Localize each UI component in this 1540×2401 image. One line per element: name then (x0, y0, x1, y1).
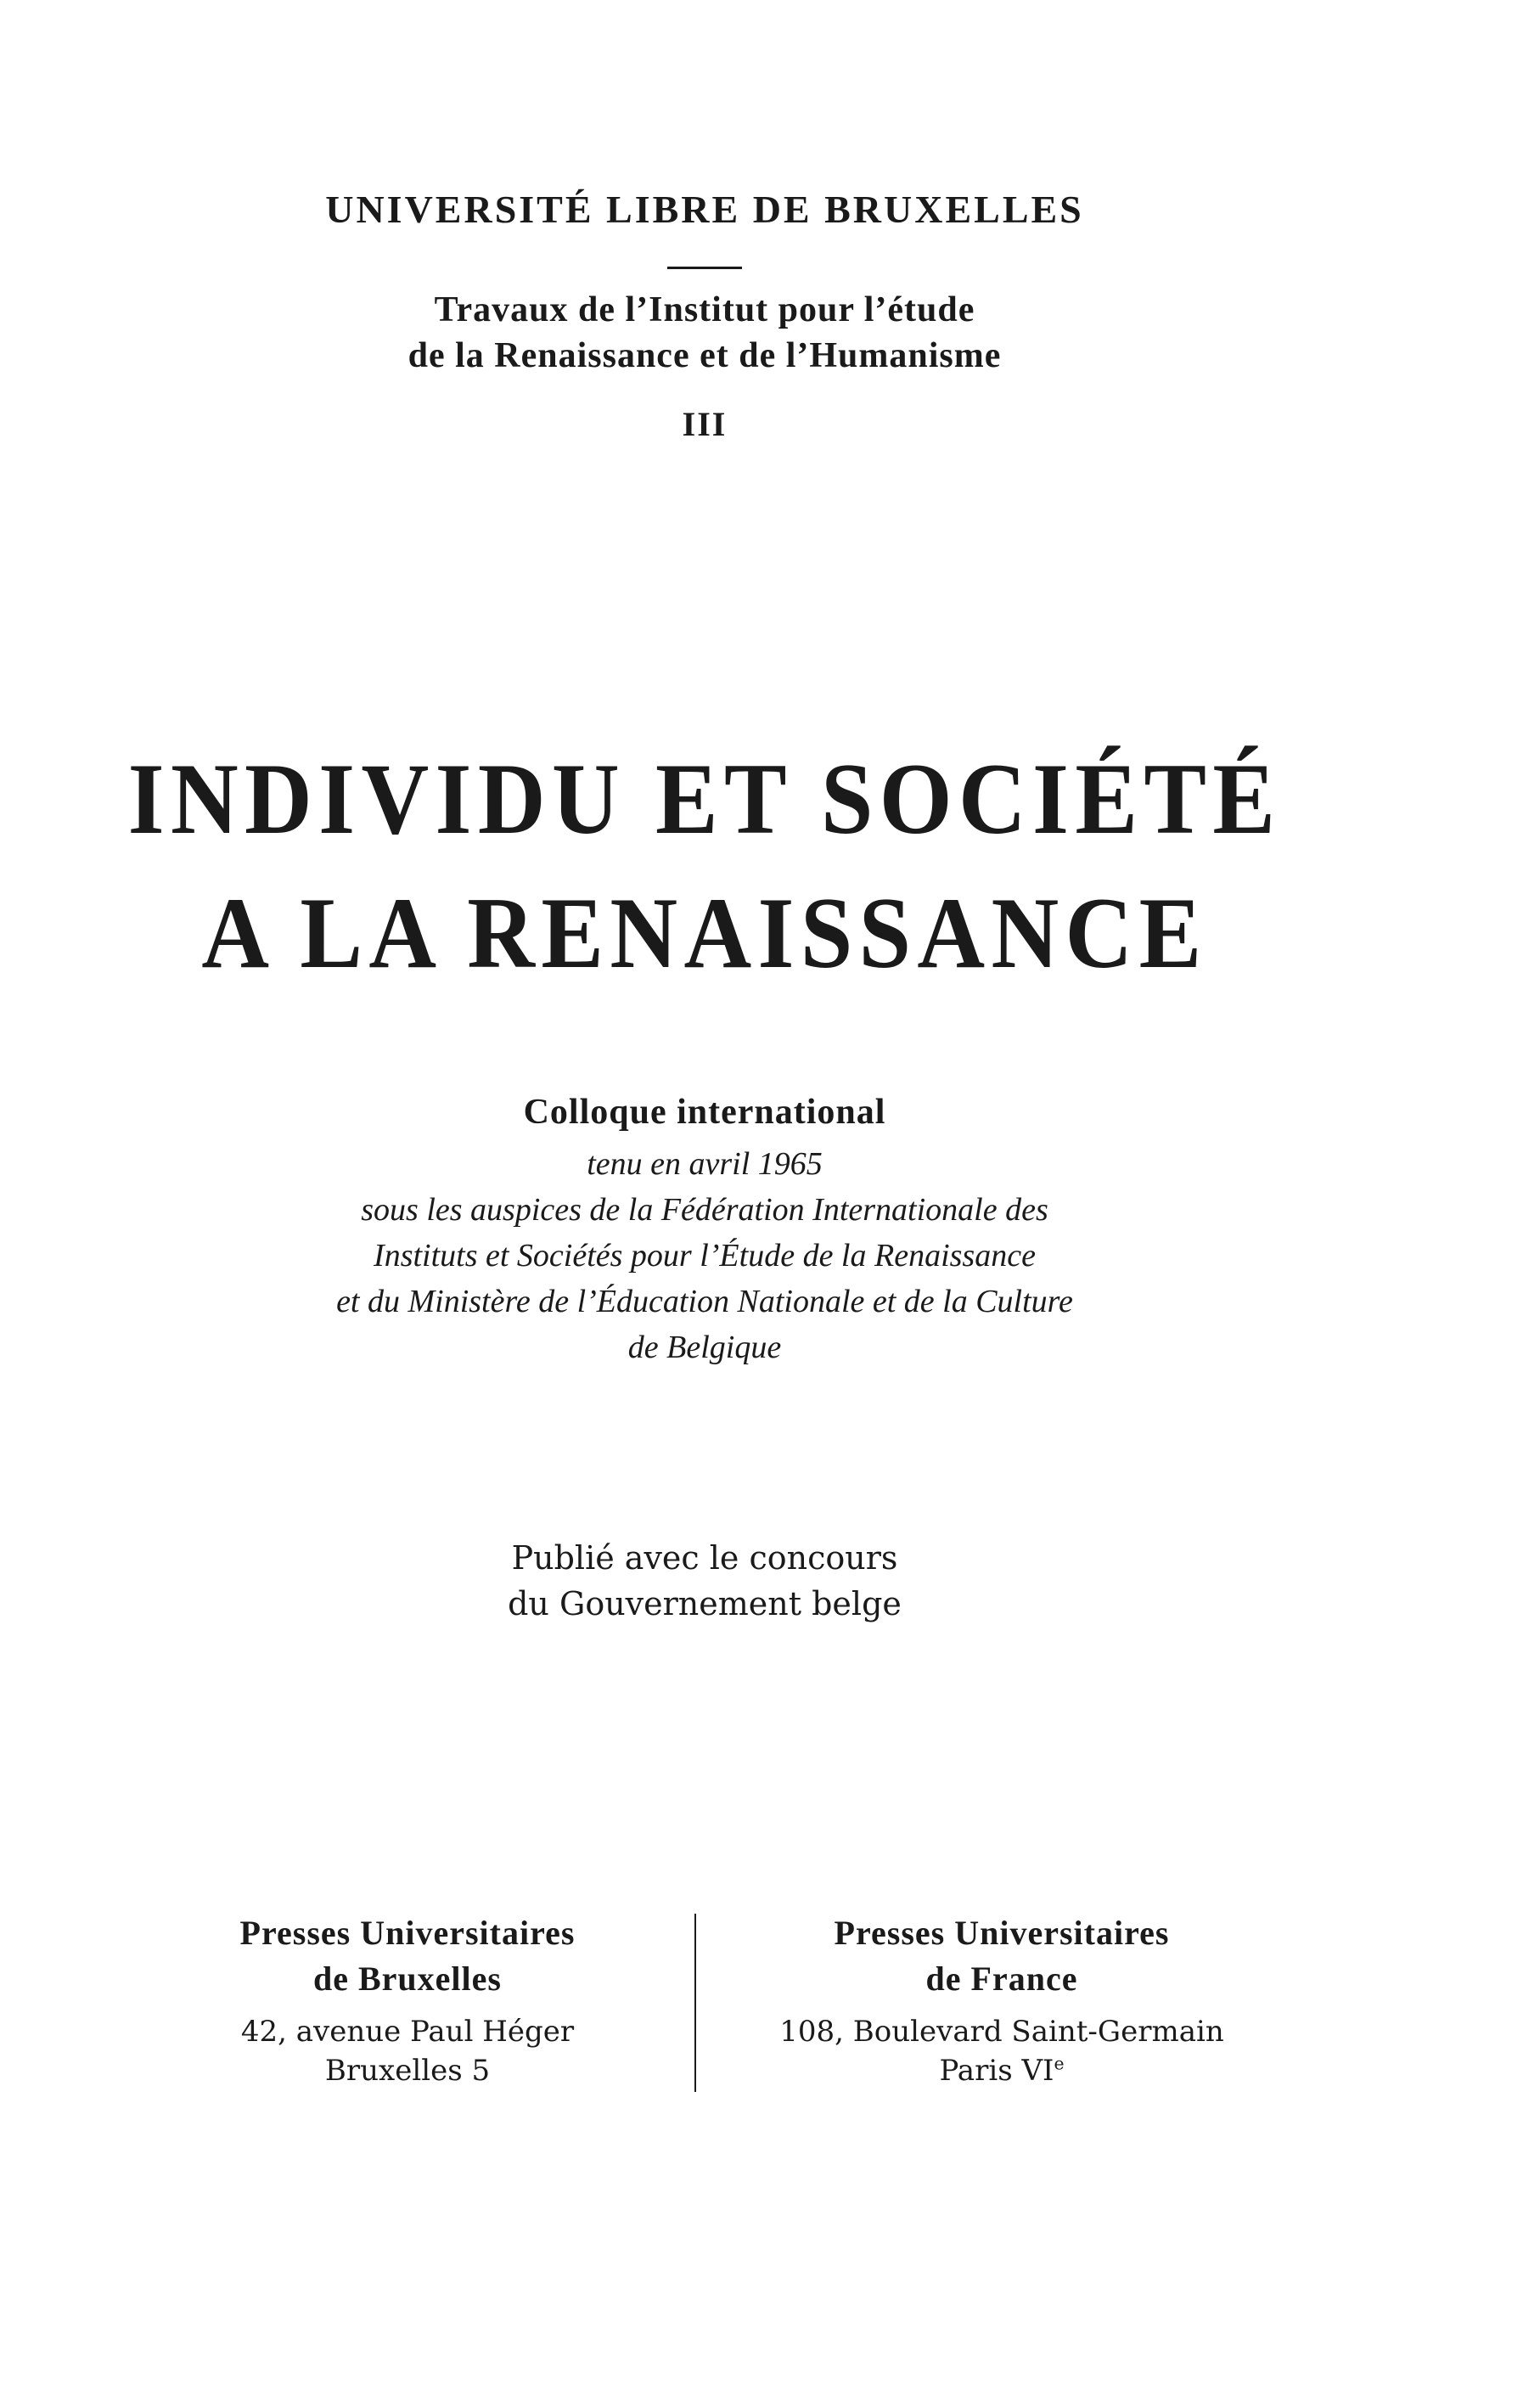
publication-note-line: Publié avec le concours (511, 1539, 898, 1577)
publisher-name-line: de Bruxelles (313, 1960, 502, 1998)
publisher-bruxelles (170, 1910, 645, 2090)
publisher-name-line: de France (925, 1960, 1078, 1998)
book-title-line: INDIVIDU ET SOCIÉTÉ (127, 742, 1282, 855)
volume-number: III (682, 405, 728, 443)
colloque-detail-line: et du Ministère de l’Éducation Nationale et de la Culture (336, 1284, 1073, 1319)
publisher-name (747, 1910, 1256, 2002)
publisher-name-line: Presses Universitaires (239, 1914, 576, 1952)
book-title-line: A LA RENAISSANCE (201, 876, 1208, 989)
series-line: Travaux de l’Institut pour l’étude (434, 290, 975, 329)
publisher-address-line: Bruxelles 5 (324, 2054, 491, 2088)
publisher-name (170, 1910, 645, 2002)
publication-note (0, 1535, 1409, 1627)
publisher-city-line (747, 2051, 1256, 2090)
publisher-address (747, 2012, 1256, 2090)
publication-note-line: du Gouvernement belge (508, 1585, 902, 1622)
book-title (56, 732, 1352, 1000)
colloque-detail-line: de Belgique (627, 1330, 782, 1365)
series-title (0, 287, 1409, 379)
publisher-city-superscript: e (1054, 2053, 1065, 2074)
colloque-details (0, 1141, 1409, 1370)
publisher-address-line: 42, avenue Paul Héger (240, 2015, 575, 2049)
series-line: de la Renaissance et de l’Humanisme (407, 336, 1002, 375)
university-name: UNIVERSITÉ LIBRE DE BRUXELLES (325, 188, 1084, 231)
colloque-detail-line: sous les auspices de la Fédération Internationale des (361, 1192, 1048, 1228)
colloque-detail-line: Instituts et Sociétés pour l’Étude de la Renaissance (374, 1238, 1036, 1274)
colloque-detail-line: tenu en avril 1965 (587, 1146, 823, 1182)
publisher-france (747, 1910, 1256, 2090)
header-divider-rule (667, 267, 742, 269)
publisher-name-line: Presses Universitaires (834, 1914, 1170, 1952)
colloque-heading: Colloque international (523, 1093, 886, 1132)
publisher-address (170, 2012, 645, 2090)
publisher-city: Paris VI (939, 2054, 1054, 2088)
publisher-divider (694, 1914, 696, 2092)
publisher-address-line: 108, Boulevard Saint-Germain (779, 2015, 1224, 2049)
